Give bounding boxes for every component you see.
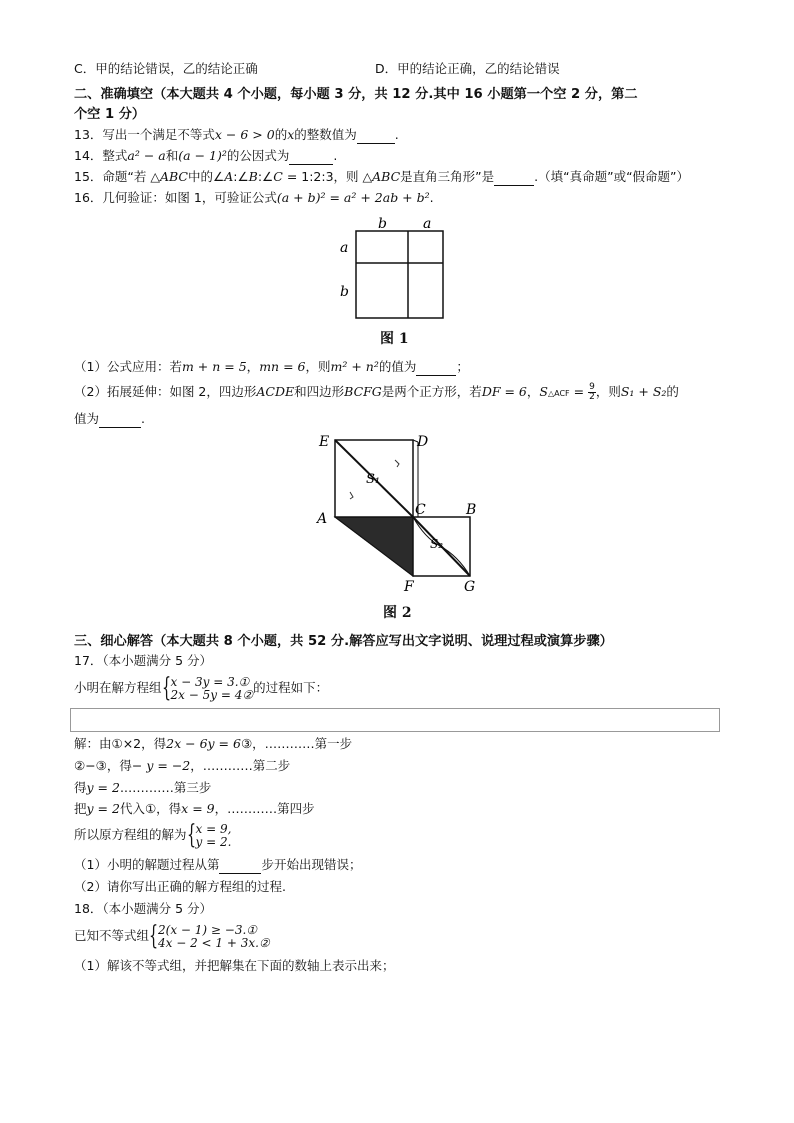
section2-title-line2: 个空 1 分） bbox=[74, 107, 146, 122]
fig1-label-top-a: a bbox=[423, 216, 432, 232]
answer-blank[interactable] bbox=[416, 361, 456, 376]
option-c: C．甲的结论错误，乙的结论正确 bbox=[74, 61, 258, 76]
fig2-label-s2: S₂ bbox=[430, 537, 444, 551]
fig2-scribble bbox=[350, 492, 353, 499]
question-16-part-1: （1）公式应用：若m + n = 5，mn = 6，则m² + n²的值为 ； bbox=[74, 359, 469, 374]
fig2-label-c: C bbox=[415, 502, 426, 518]
fig2-caption: 图 2 bbox=[383, 605, 412, 621]
fig1-label-top-b: b bbox=[378, 216, 387, 232]
solution-step-4: 把y = 2代入①，得x = 9，…………第四步 bbox=[74, 801, 315, 816]
question-18-part-1: （1）解该不等式组，并把解集在下面的数轴上表示出来； bbox=[74, 958, 395, 973]
fig2-label-g: G bbox=[464, 579, 476, 595]
answer-blank[interactable] bbox=[494, 171, 534, 186]
fig1-caption: 图 1 bbox=[380, 331, 409, 347]
fig2-label-d: D bbox=[417, 434, 429, 450]
question-13: 13．写出一个满足不等式x − 6 > 0的x的整数值为 . bbox=[74, 127, 399, 142]
question-14: 14．整式a² − a和(a − 1)²的公因式为 . bbox=[74, 148, 338, 163]
question-15: 15．命题“若 △ABC中的∠A:∠B:∠C = 1:2:3，则 △ABC是直角三角形”是 .（填“真命题”或“假命题”） bbox=[74, 169, 690, 184]
question-16-part-2: （2）拓展延伸：如图 2，四边形ACDE和四边形BCFG是两个正方形，若DF = 6，S△ACF = $\frac{9}{2}$ ，则S₁ + S₂的 bbox=[74, 382, 679, 402]
section2-title-line1: 二、准确填空（本大题共 4 个小题，每小题 3 分，共 12 分.其中 16 小题第一个空 2 分，第二 bbox=[74, 87, 638, 102]
question-16-part-2-continued: 值为 . bbox=[74, 411, 145, 426]
option-d: D．甲的结论正确，乙的结论错误 bbox=[375, 61, 560, 76]
answer-blank[interactable] bbox=[289, 150, 333, 165]
fig2-label-b: B bbox=[466, 502, 477, 518]
figure-1 bbox=[330, 212, 460, 342]
solution-result: 所以原方程组的解为 { x = 9, y = 2. bbox=[74, 819, 232, 850]
question-17-header: 17．（本小题满分 5 分） bbox=[74, 653, 213, 668]
fig1-label-left-b: b bbox=[340, 284, 349, 300]
answer-box[interactable] bbox=[70, 708, 720, 732]
section3-title: 三、细心解答（本大题共 8 个小题，共 52 分.解答应写出文字说明、说理过程或演算步骤） bbox=[74, 634, 613, 649]
fig2-label-s1: S₁ bbox=[366, 472, 381, 487]
fig2-label-e: E bbox=[319, 434, 330, 450]
fig2-label-a: A bbox=[317, 511, 328, 527]
question-17-statement: 小明在解方程组 { x − 3y = 3.① 2x − 5y = 4② 的过程如下： bbox=[74, 672, 329, 703]
answer-blank[interactable] bbox=[99, 413, 141, 428]
fig1-outer-square bbox=[356, 231, 443, 318]
question-16: 16．几何验证：如图 1，可验证公式(a + b)² = a² + 2ab + b². bbox=[74, 190, 434, 205]
question-18-statement: 已知不等式组 { 2(x − 1) ≥ −3.① 4x − 2 < 1 + 3x.② bbox=[74, 920, 270, 951]
fig2-scribble bbox=[395, 460, 399, 467]
solution-step-3: 得y = 2.…………第三步 bbox=[74, 780, 212, 795]
answer-blank[interactable] bbox=[357, 129, 395, 144]
figure-2 bbox=[310, 428, 500, 598]
fig1-label-left-a: a bbox=[340, 240, 349, 256]
question-18-header: 18．（本小题满分 5 分） bbox=[74, 901, 213, 916]
solution-step-1: 解：由①×2，得2x − 6y = 6③，…………第一步 bbox=[74, 736, 353, 751]
answer-blank[interactable] bbox=[219, 859, 261, 874]
question-17-part-2: （2）请你写出正确的解方程组的过程. bbox=[74, 879, 286, 894]
fig2-label-f: F bbox=[404, 579, 414, 595]
solution-step-2: ②−③，得− y = −2，…………第二步 bbox=[74, 758, 291, 773]
question-17-part-1: （1）小明的解题过程从第 步开始出现错误； bbox=[74, 857, 362, 872]
